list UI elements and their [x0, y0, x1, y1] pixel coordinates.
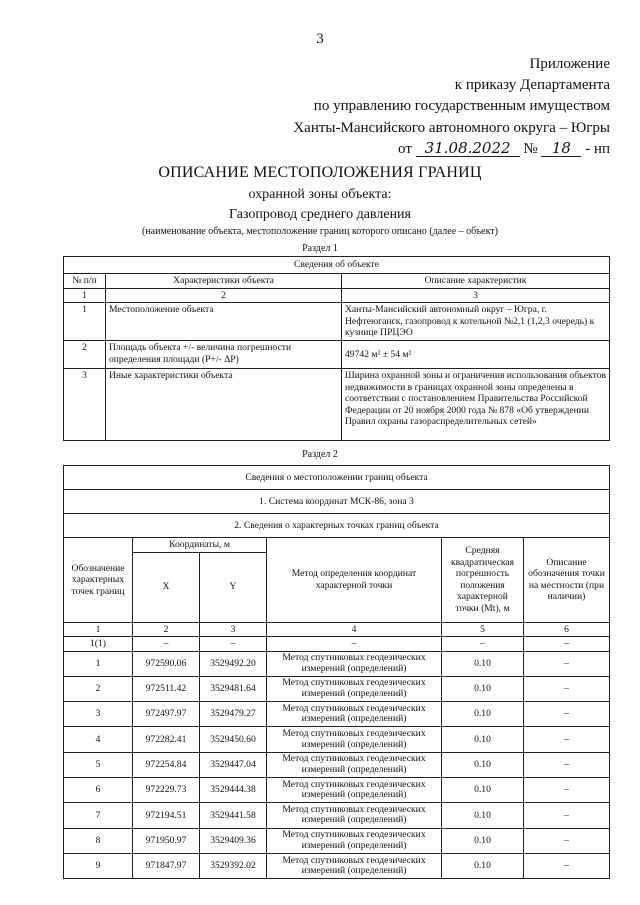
- row-1-value: Ханты-Мансийский автономный округ – Югра, г. Нефтеюганск, газопровод к котельной №2,1 (1,2,3 очередь) к кузнице ПРЦЭО: [342, 303, 610, 341]
- point-method: Метод спутниковых геодезических измерений (определений): [267, 777, 442, 802]
- col-num-1: 1: [64, 288, 106, 303]
- appendix-block: [293, 54, 610, 160]
- point-x: 971950.97: [133, 828, 200, 853]
- table-row: [64, 828, 610, 853]
- col-num-3: 3: [200, 622, 267, 637]
- point-mt: 0.10: [442, 676, 524, 701]
- point-x: 971847.97: [133, 853, 200, 878]
- object-info-header: Сведения об объекте: [64, 257, 610, 274]
- point-x: 972497.97: [133, 702, 200, 727]
- point-y: 3529479.27: [200, 702, 267, 727]
- object-note: (наименование объекта, местоположение границ которого описано (далее – объект): [141, 226, 499, 237]
- point-description: –: [524, 803, 610, 828]
- section-1-label: Раздел 1: [302, 243, 338, 254]
- col-header-description: Описание характеристик: [342, 274, 610, 289]
- point-number: 5: [64, 752, 133, 777]
- col-header-x: X: [133, 552, 200, 622]
- point-x: 972511.42: [133, 676, 200, 701]
- point-y: 3529481.64: [200, 676, 267, 701]
- col-header-coords: Координаты, м: [133, 538, 267, 553]
- col-header-method: Метод определения координат характерной точки: [267, 538, 442, 623]
- contour-dash: –: [133, 637, 200, 652]
- col-header-num: № п/п: [64, 274, 106, 289]
- table-row: [64, 727, 610, 752]
- row-1-name: Местоположение объекта: [106, 303, 342, 341]
- point-number: 9: [64, 853, 133, 878]
- number-prefix: №: [523, 140, 538, 157]
- table-row: [64, 853, 610, 878]
- point-y: 3529450.60: [200, 727, 267, 752]
- page-number: 3: [316, 31, 324, 47]
- table-row: [64, 803, 610, 828]
- row-2-value: 49742 м² ± 54 м²: [342, 341, 610, 369]
- point-method: Метод спутниковых геодезических измерений (определений): [267, 853, 442, 878]
- coordinate-system: 1. Система координат МСК-86, зона 3: [64, 490, 610, 514]
- col-num-6: 6: [524, 622, 610, 637]
- document-subtitle-2: Газопровод среднего давления: [229, 207, 411, 222]
- point-mt: 0.10: [442, 727, 524, 752]
- point-description: –: [524, 853, 610, 878]
- document-title: ОПИСАНИЕ МЕСТОПОЛОЖЕНИЯ ГРАНИЦ: [158, 164, 482, 181]
- point-y: 3529492.20: [200, 651, 267, 676]
- point-x: 972229.73: [133, 777, 200, 802]
- row-2-name: Площадь объекта +/- величина погрешности определения площади (Р+/- ΔР): [106, 341, 342, 369]
- point-x: 972254.84: [133, 752, 200, 777]
- point-x: 972282.41: [133, 727, 200, 752]
- appendix-line-3: по управлению государственным имуществом: [313, 98, 610, 115]
- section-2-label: Раздел 2: [302, 449, 338, 460]
- points-header: 2. Сведения о характерных точках границ объекта: [64, 514, 610, 538]
- point-number: 1: [64, 651, 133, 676]
- point-method: Метод спутниковых геодезических измерений (определений): [267, 828, 442, 853]
- col-header-designation: Обозначение характерных точек границ: [64, 538, 133, 623]
- order-date-line: [293, 139, 610, 160]
- contour-dash: –: [267, 637, 442, 652]
- col-header-characteristic: Характеристики объекта: [106, 274, 342, 289]
- col-header-error: Средняя квадратическая погрешность положения характерной точки (Mt), м: [442, 538, 524, 623]
- point-mt: 0.10: [442, 803, 524, 828]
- point-method: Метод спутниковых геодезических измерений (определений): [267, 752, 442, 777]
- point-x: 972590.06: [133, 651, 200, 676]
- number-suffix: - нп: [585, 140, 610, 157]
- point-method: Метод спутниковых геодезических измерений (определений): [267, 676, 442, 701]
- point-mt: 0.10: [442, 752, 524, 777]
- point-description: –: [524, 702, 610, 727]
- point-description: –: [524, 676, 610, 701]
- point-x: 972194.51: [133, 803, 200, 828]
- point-method: Метод спутниковых геодезических измерений (определений): [267, 803, 442, 828]
- point-number: 8: [64, 828, 133, 853]
- appendix-line-1: Приложение: [529, 56, 610, 72]
- table-row: [64, 752, 610, 777]
- point-number: 4: [64, 727, 133, 752]
- col-num-5: 5: [442, 622, 524, 637]
- col-num-3: 3: [342, 288, 610, 303]
- row-3-num: 3: [64, 369, 106, 441]
- row-1-num: 1: [64, 303, 106, 341]
- table-row: [64, 777, 610, 802]
- point-number: 2: [64, 676, 133, 701]
- order-number: 18: [541, 140, 581, 157]
- col-num-2: 2: [106, 288, 342, 303]
- row-3-value: Ширина охранной зоны и ограничения использования объектов недвижимости в границах охранной зоны определены в соответствии с постановлением Правительства Российской Федерации от 20 ноября 2000 года № 878 «Об утверждении Правил охраны газораспределительных сетей»: [342, 369, 610, 441]
- appendix-line-4: Ханты-Мансийского автономного округа – Югры: [293, 119, 610, 136]
- point-method: Метод спутниковых геодезических измерений (определений): [267, 651, 442, 676]
- table-row: [64, 702, 610, 727]
- point-method: Метод спутниковых геодезических измерений (определений): [267, 702, 442, 727]
- point-y: 3529447.04: [200, 752, 267, 777]
- appendix-line-2: к приказу Департамента: [454, 77, 610, 94]
- point-number: 6: [64, 777, 133, 802]
- point-description: –: [524, 651, 610, 676]
- point-mt: 0.10: [442, 777, 524, 802]
- point-description: –: [524, 752, 610, 777]
- point-number: 3: [64, 702, 133, 727]
- point-mt: 0.10: [442, 651, 524, 676]
- point-description: –: [524, 828, 610, 853]
- contour-dash: –: [524, 637, 610, 652]
- point-mt: 0.10: [442, 853, 524, 878]
- point-y: 3529444.38: [200, 777, 267, 802]
- table-row: [64, 651, 610, 676]
- col-header-point-description: Описание обозначения точки на местности (при наличии): [524, 538, 610, 623]
- col-header-y: Y: [200, 552, 267, 622]
- point-mt: 0.10: [442, 828, 524, 853]
- col-num-1: 1: [64, 622, 133, 637]
- contour-dash: –: [442, 637, 524, 652]
- row-2-num: 2: [64, 341, 106, 369]
- object-info-table: [63, 256, 610, 441]
- col-num-2: 2: [133, 622, 200, 637]
- contour-dash: –: [200, 637, 267, 652]
- point-y: 3529441.58: [200, 803, 267, 828]
- point-y: 3529392.02: [200, 853, 267, 878]
- point-mt: 0.10: [442, 702, 524, 727]
- point-description: –: [524, 727, 610, 752]
- date-prefix: от: [398, 140, 412, 157]
- point-method: Метод спутниковых геодезических измерений (определений): [267, 727, 442, 752]
- order-date: 31.08.2022: [416, 140, 520, 157]
- contour-name: 1(1): [64, 637, 133, 652]
- document-subtitle-1: охранной зоны объекта:: [248, 187, 392, 202]
- boundary-header: Сведения о местоположении границ объекта: [64, 466, 610, 490]
- point-y: 3529409.36: [200, 828, 267, 853]
- table-row: [64, 676, 610, 701]
- boundary-points-table: [63, 465, 610, 879]
- point-description: –: [524, 777, 610, 802]
- point-number: 7: [64, 803, 133, 828]
- col-num-4: 4: [267, 622, 442, 637]
- row-3-name: Иные характеристики объекта: [106, 369, 342, 441]
